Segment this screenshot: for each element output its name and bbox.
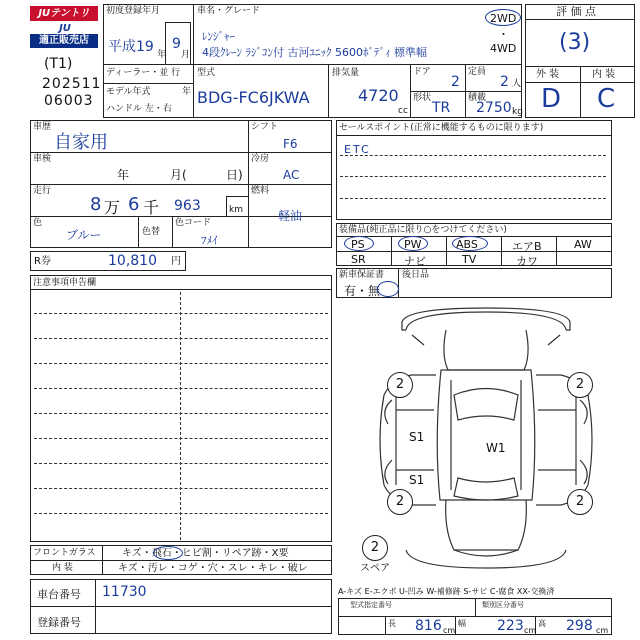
color-code-label: 色コード xyxy=(175,218,212,228)
displacement-value: 4720 xyxy=(358,86,399,105)
equip-abs: ABS xyxy=(456,238,478,251)
equip-ps-circle xyxy=(344,236,374,251)
car-name-label: 車名・グレード xyxy=(197,6,261,16)
mileage-sen-unit: 千 xyxy=(143,198,160,217)
model-value: BDG-FC6JKWA xyxy=(197,88,310,107)
length-value: 816 xyxy=(415,618,442,634)
aircon-label: 冷房 xyxy=(251,154,270,164)
equip-sr: SR xyxy=(351,253,366,266)
load-label: 積載 xyxy=(468,93,487,103)
damage-side-upper: S1 xyxy=(409,430,425,444)
damage-spare: 2 xyxy=(362,535,388,561)
fuel-label: 燃料 xyxy=(251,186,270,196)
model-year-label: モデル年式 xyxy=(106,87,151,97)
damage-front-right: 2 xyxy=(567,372,593,398)
drive-2wd: 2WD xyxy=(490,12,517,25)
mileage-man: 8 xyxy=(90,194,102,215)
drive-4wd: 4WD xyxy=(490,42,517,55)
front-glass-circle xyxy=(153,546,183,560)
interior-label: 内 装 xyxy=(52,563,73,573)
brand-logo-mid: JU xyxy=(59,23,71,34)
load-unit: kg xyxy=(512,107,523,117)
first-reg-month-unit: 月 xyxy=(181,50,191,60)
mileage-man-unit: 万 xyxy=(104,198,121,217)
width-label: 幅 xyxy=(458,619,466,628)
damage-front-left: 2 xyxy=(387,372,413,398)
fuel-value: 軽油 xyxy=(278,209,303,223)
car-name-line1: ﾚﾝｼﾞｬｰ xyxy=(202,30,235,43)
capacity-label: 定員 xyxy=(468,67,487,77)
length-unit: cm xyxy=(443,626,456,635)
color-label: 色 xyxy=(33,218,43,228)
handle-label: ハンドル 左・右 xyxy=(106,104,172,114)
equip-navi: ナビ xyxy=(404,255,426,268)
damage-legend: A-キズ E-エクボ U-凹み W-補修跡 S-サビ C-腐食 XX-交換済 xyxy=(338,587,555,596)
displacement-unit: cc xyxy=(398,106,408,116)
mileage-rest: 963 xyxy=(174,198,201,214)
model-year-unit: 年 xyxy=(182,87,192,97)
notes-label: 注意事項申告欄 xyxy=(33,278,97,288)
category-label: 車歴 xyxy=(33,122,52,132)
equip-airbag: エアB xyxy=(512,240,542,253)
damage-side-lower: S1 xyxy=(409,473,425,487)
shape-value: TR xyxy=(432,100,451,116)
shift-value: F6 xyxy=(283,137,298,151)
drive-2wd-circle xyxy=(485,9,521,26)
brand-logo-top: JUテントリ xyxy=(30,6,98,21)
damage-roof: W1 xyxy=(486,441,506,455)
r-ken-unit: 円 xyxy=(171,256,181,267)
equipment-label: 装備品(純正品に限り○をつけてください) xyxy=(339,225,507,235)
sales-point-label: セールスポイント(正常に機能するものに限ります) xyxy=(339,123,544,133)
color-value: ブルー xyxy=(66,228,102,242)
chassis-value: 11730 xyxy=(102,584,147,600)
capacity-unit: 人 xyxy=(512,79,522,89)
warranty-value: 有・無 xyxy=(344,284,381,298)
reg-no-label: 登録番号 xyxy=(37,616,81,629)
height-value: 298 xyxy=(566,618,593,634)
interior-value: キズ・汚レ・コゲ・穴・スレ・キレ・破レ xyxy=(118,563,308,574)
category-value: 自家用 xyxy=(54,132,108,153)
r-ken-label: R券 xyxy=(34,256,51,267)
car-name-line2: 4段ｸﾚｰﾝ ﾗｼﾞｺﾝ付 古河ﾕﾆｯｸ 5600ﾎﾞﾃﾞｨ 標準幅 xyxy=(202,46,427,59)
manual-label: 後日品 xyxy=(402,270,430,280)
exterior-label: 外 装 xyxy=(536,69,560,80)
exterior-grade: D xyxy=(541,84,562,114)
chassis-label: 車台番号 xyxy=(37,588,81,601)
shift-label: シフト xyxy=(251,122,279,132)
sales-point-value: ETC xyxy=(344,143,371,156)
length-label: 長 xyxy=(388,619,396,628)
capacity-value: 2 xyxy=(500,74,509,90)
mileage-label: 走行 xyxy=(33,186,52,196)
equip-pw: PW xyxy=(404,238,422,251)
equip-leather: カワ xyxy=(516,255,538,268)
interior-grade: C xyxy=(597,84,616,114)
warranty-circle xyxy=(377,281,399,297)
front-glass-label: フロントガラス xyxy=(33,548,96,558)
shape-label: 形状 xyxy=(413,93,432,103)
score-label: 評 価 点 xyxy=(556,5,596,18)
doors-label: ドア xyxy=(413,67,431,77)
color-change-label: 色替 xyxy=(142,227,161,237)
damage-rear-left: 2 xyxy=(387,489,413,515)
inspection-label: 車検 xyxy=(33,154,52,164)
mileage-sen: 6 xyxy=(128,194,140,215)
inspection-year: 年 xyxy=(117,168,130,182)
first-reg-month: 9 xyxy=(172,36,181,52)
drive-dot: ・ xyxy=(498,28,509,41)
damage-rear-right: 2 xyxy=(567,489,593,515)
inspection-day: 日) xyxy=(226,168,243,182)
equip-tv: TV xyxy=(462,253,477,266)
front-glass-value: キズ・飛石・ヒビ割・リペア跡・X要 xyxy=(122,548,289,559)
equip-abs-circle xyxy=(452,236,488,251)
dealer-label: ディーラー・並 行 xyxy=(106,68,181,78)
first-reg-label: 初度登録年月 xyxy=(106,6,161,16)
load-value: 2750 xyxy=(476,100,512,116)
warranty-label: 新車保証書 xyxy=(339,270,385,280)
equip-aw: AW xyxy=(574,238,592,251)
displacement-label: 排気量 xyxy=(332,68,360,78)
mileage-unit: km xyxy=(229,205,243,215)
first-reg-year-unit: 年 xyxy=(157,50,167,60)
spare-label: スペア xyxy=(360,563,390,574)
doors-value: 2 xyxy=(451,74,460,90)
height-unit: cm xyxy=(596,626,609,635)
equip-ps: PS xyxy=(351,238,365,251)
color-code-value: ﾌﾒｲ xyxy=(201,234,218,247)
aircon-value: AC xyxy=(283,168,300,182)
equip-pw-circle xyxy=(398,236,428,251)
brand-logo-bottom: 適正販売店 xyxy=(30,34,98,48)
width-unit: cm xyxy=(524,626,537,635)
lot-line2: 06003 xyxy=(44,93,94,109)
first-reg-era: 平成19 xyxy=(108,39,154,55)
height-label: 高 xyxy=(538,619,546,628)
inspection-month: 月( xyxy=(170,168,187,182)
r-ken-value: 10,810 xyxy=(108,253,157,269)
lot-code: (T1) xyxy=(44,56,73,72)
notes-section xyxy=(30,275,332,542)
class-number-label: 類別区分番号 xyxy=(482,601,524,609)
score-value: (3) xyxy=(559,30,591,55)
lot-line1: 202511 xyxy=(42,76,102,92)
type-number-label: 型式指定番号 xyxy=(350,601,392,609)
width-value: 223 xyxy=(497,618,524,634)
interior-score-label: 内 装 xyxy=(592,69,616,80)
model-label: 型式 xyxy=(197,68,216,78)
